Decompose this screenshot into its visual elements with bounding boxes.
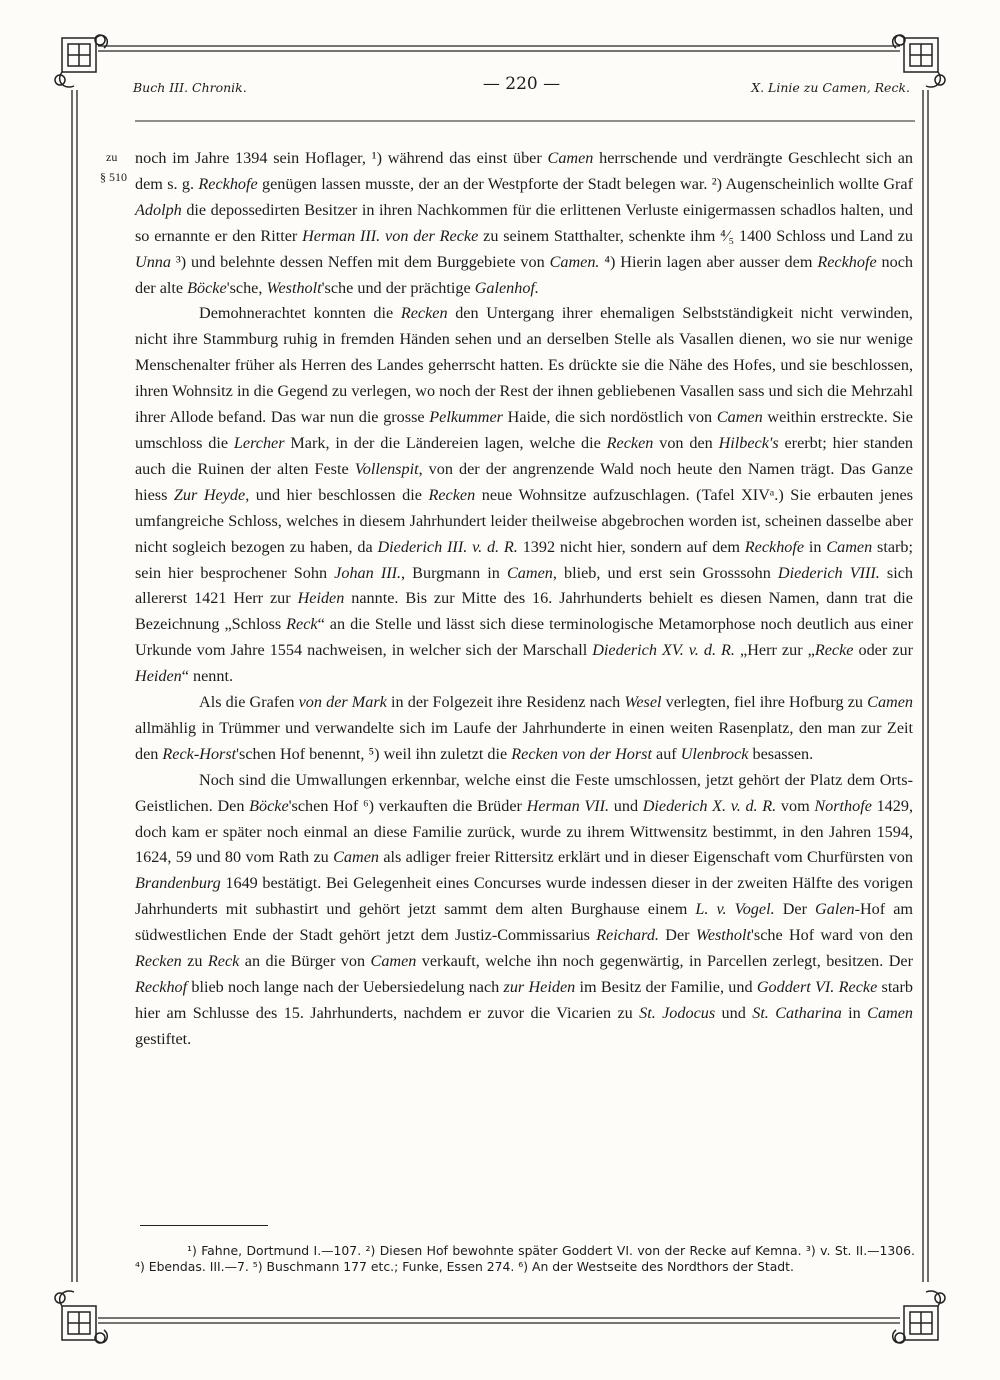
- text-run: verlegten, fiel ihre Hofburg zu: [661, 693, 868, 712]
- italic-name: Diederich VIII.: [777, 563, 880, 582]
- header-left: Buch III. Chronik.: [133, 80, 247, 95]
- italic-name: Hilbeck's: [718, 433, 779, 452]
- italic-name: Unna: [135, 252, 171, 271]
- footnotes: [135, 1243, 915, 1274]
- italic-name: Goddert VI. Recke: [756, 978, 878, 996]
- italic-name: Herman III. von der Recke: [302, 226, 479, 245]
- text-run: und: [715, 1003, 753, 1022]
- text-run: , Burgmann in: [401, 563, 507, 582]
- text-run: 'sche und der prächtige: [321, 278, 475, 297]
- italic-name: St. Catharina: [752, 1003, 842, 1022]
- italic-name: Diederich XV. v. d. R.: [592, 641, 735, 660]
- text-run: sich allererst 1421 Herr zur: [135, 563, 914, 608]
- italic-name: Lercher: [233, 433, 285, 452]
- italic-name: Recken: [606, 433, 654, 452]
- italic-name: Zur Heyde: [173, 485, 246, 504]
- text-run: Als die Grafen: [199, 693, 299, 712]
- italic-name: Westholt: [266, 278, 322, 297]
- italic-name: Adolph: [135, 200, 182, 219]
- italic-name: Galenhof.: [474, 278, 539, 297]
- text-run: ⁴) Hierin lagen aber ausser dem: [599, 252, 818, 271]
- text-run: von den: [653, 433, 719, 452]
- text-run: noch im Jahre 1394 sein Hoflager, ¹) während das einst über: [135, 149, 548, 167]
- italic-name: Northofe: [814, 796, 872, 815]
- paragraph: [135, 301, 913, 690]
- text-run: Demohnerachtet konnten die: [199, 304, 401, 323]
- italic-name: L. v. Vogel.: [695, 900, 775, 919]
- italic-name: Ulenbrock: [680, 744, 749, 763]
- text-run: noch der alte: [135, 252, 913, 297]
- italic-name: Camen: [867, 1003, 914, 1022]
- italic-name: Vollenspit: [354, 459, 419, 478]
- italic-name: Camen: [333, 848, 379, 867]
- italic-name: Reichard.: [596, 926, 659, 945]
- italic-name: Recken: [428, 485, 476, 504]
- italic-name: Recken: [135, 952, 182, 971]
- text-run: „Herr zur „: [734, 641, 815, 660]
- italic-name: Heiden: [297, 589, 345, 608]
- text-run: blieb noch lange nach der Uebersiedelung nach: [187, 978, 504, 996]
- text-run: , blieb, und erst sein Grosssohn: [552, 563, 778, 582]
- italic-name: Diederich III. v. d. R.: [377, 537, 518, 556]
- text-run: den Untergang ihrer ehemaligen Selbstständigkeit nicht verwinden, nicht ihre Stammburg ruhig in fremden Händen sehen und an derselben Stelle als Vasallen dienen, wo sie nur wenige Menschenalter früher als Herren des Landes geherrscht hatten. Es drückte sie die Nähe des Hofes, und sie beschlossen, ihren Wohnsitz in die Gegend zu verlegen, wo noch der Rest der ihnen gebliebenen Vasallen sass und sich die Mehrzahl ihrer Allode befand. Das war nun die grosse: [135, 304, 913, 427]
- text-run: als adliger freier Rittersitz erklärt und in dieser Eigenschaft vom Churfürsten von: [378, 848, 913, 867]
- footnote-text: ¹) Fahne, Dortmund I.—107. ²) Diesen Hof bewohnte später Goddert VI. von der Recke auf Kemna. ³) v. St. II.—1306. ⁴) Ebendas. III.—7. ⁵) Buschmann 177 etc.; Funke, Essen 274. ⁶) An der Westseite des Nordthors der Stadt.: [135, 1243, 915, 1274]
- text-run: verkauft, welche ihn noch gegenwärtig, in Parcellen zerlegt, besitzen. Der: [416, 952, 913, 971]
- running-header: [133, 74, 910, 98]
- text-run: Der: [774, 900, 816, 919]
- text-run: 'schen Hof ⁶) verkauften die Brüder: [288, 796, 527, 815]
- italic-name: Böcke: [187, 278, 227, 297]
- italic-name: Camen: [507, 563, 553, 582]
- italic-name: Camen: [547, 149, 594, 167]
- footnote-rule: [140, 1225, 268, 1226]
- text-run: 1429, doch kam er später noch einmal an diese Familie zurück, wurde zu ihrem Wittwensitz bestimmt, in den Jahren 1594, 1624, 59 und 80 vom Rath zu: [135, 796, 914, 867]
- margin-note-section: § 510: [100, 170, 127, 184]
- text-run: herrschende und verdrängte Geschlecht sich an dem s. g.: [135, 149, 913, 193]
- paragraph: [135, 768, 913, 1053]
- text-run: -Hof am südwestlichen Ende der Stadt gehört jetzt dem Justiz-Commissarius: [135, 900, 913, 945]
- corner-ornament-top-left: [55, 35, 107, 87]
- italic-name: Reckhofe: [744, 537, 805, 556]
- italic-name: zur Heiden: [503, 978, 576, 996]
- italic-name: Camen: [867, 693, 913, 712]
- italic-name: Reckhofe: [817, 252, 877, 271]
- italic-name: Recke: [814, 641, 854, 660]
- italic-name: Reck-Horst: [162, 744, 237, 763]
- italic-name: Recken von der Horst: [511, 744, 652, 763]
- text-run: in: [841, 1003, 868, 1022]
- header-right: X. Linie zu Camen, Reck.: [751, 80, 910, 95]
- italic-name: Galen: [815, 900, 855, 919]
- text-run: , von der der angrenzende Wald noch heute den Namen trägt. Das Ganze hiess: [135, 459, 913, 504]
- text-run: und: [609, 796, 643, 815]
- italic-name: Johan III.: [334, 563, 402, 582]
- text-run: 1649 bestätigt. Bei Gelegenheit eines Concurses wurde indessen dieser in der zweiten Hälfte des vorigen Jahrhunderts mit subhastirt und gehört jetzt sammt dem alten Burghause einem: [135, 874, 913, 919]
- italic-name: Herman VII.: [526, 796, 610, 815]
- text-run: in: [804, 537, 827, 556]
- italic-name: Camen.: [549, 252, 600, 271]
- text-run: die depossedirten Besitzer in ihren Nachkommen für die erlittenen Verluste einigermassen schadlos halten, und so ernannte er den Ritter: [135, 200, 913, 245]
- text-run: besassen.: [748, 744, 814, 763]
- text-run: in der Folgezeit ihre Residenz nach: [386, 693, 625, 712]
- main-text: [135, 146, 913, 1053]
- italic-name: Recken: [400, 304, 448, 323]
- text-run: ererbt; hier standen auch die Ruinen der alten Feste: [135, 433, 914, 478]
- italic-name: Brandenburg: [135, 874, 221, 893]
- italic-name: Reckhof: [135, 978, 188, 996]
- text-run: vom: [776, 796, 815, 815]
- italic-name: Diederich X. v. d. R.: [642, 796, 777, 815]
- italic-name: von der Mark: [298, 693, 387, 712]
- text-run: an die Bürger von: [239, 952, 371, 971]
- text-run: 1392 nicht hier, sondern auf dem: [517, 537, 745, 556]
- margin-note-zu: zu: [106, 150, 118, 164]
- text-run: starb; sein hier besprochener Sohn: [135, 537, 913, 582]
- italic-name: Böcke: [249, 796, 289, 815]
- italic-name: Westholt: [695, 926, 751, 945]
- text-run: Noch sind die Umwallungen erkennbar, welche einst die Feste umschlossen, jetzt gehört der Platz dem Orts-Geistlichen. Den: [135, 770, 913, 815]
- text-run: , und hier beschlossen die: [245, 485, 429, 504]
- italic-name: St. Jodocus: [639, 1003, 716, 1022]
- italic-name: Camen: [826, 537, 873, 556]
- text-run: im Besitz der Familie, und: [575, 978, 757, 996]
- italic-name: Pelkummer: [429, 408, 503, 427]
- text-run: “ an die Stelle und lässt sich diese terminologische Metamorphose noch deutlich aus einer Urkunde vom Jahre 1554 nachweisen, in welcher sich der Marschall: [135, 615, 913, 660]
- paragraph: [135, 146, 913, 301]
- text-run: Haide, die sich nordöstlich von: [502, 408, 717, 427]
- text-run: gestiftet.: [135, 1029, 192, 1048]
- text-run: Mark, in der die Ländereien lagen, welche die: [284, 433, 607, 452]
- text-run: “ nennt.: [181, 667, 233, 686]
- text-run: ³) und belehnte dessen Neffen mit dem Burggebiete von: [170, 252, 550, 271]
- text-run: 'sche Hof ward von den: [751, 926, 914, 945]
- italic-name: Heiden: [135, 667, 182, 686]
- text-run: 'sche,: [226, 278, 267, 297]
- text-run: Der: [658, 926, 696, 945]
- italic-name: Wesel: [624, 693, 662, 712]
- italic-name: Camen: [716, 408, 763, 427]
- text-run: neue Wohnsitze aufzuschlagen. (Tafel XIVᵃ.) Sie erbauten jenes umfangreiche Schloss, welches in diesem Jahrhundert leider theilweise abgebrochen worden ist, scheinen dasselbe aber nicht sogleich bezogen zu haben, da: [135, 485, 914, 556]
- page-number: — 220 —: [482, 74, 561, 94]
- text-run: genügen lassen musste, der an der Westpforte der Stadt belegen war. ²) Augenscheinlich wollte Graf: [257, 174, 914, 193]
- text-run: zu seinem Statthalter, schenkte ihm ⁴⁄₅ 1400 Schloss und Land zu: [478, 226, 913, 245]
- text-run: zu: [181, 952, 208, 971]
- corner-ornament-bottom-left: [55, 1291, 107, 1343]
- text-run: starb hier am Schlusse des 15. Jahrhunderts, nachdem er zuvor die Vicarien zu: [135, 978, 913, 1022]
- text-run: auf: [651, 744, 681, 763]
- text-run: weithin erstreckte. Sie umschloss die: [135, 408, 913, 452]
- text-run: oder zur: [853, 641, 913, 660]
- text-run: nannte. Bis zur Mitte des 16. Jahrhunderts behielt es diesen Namen, dann trat die Bezeichnung „Schloss: [135, 589, 913, 634]
- text-run: 'schen Hof benennt, ⁵) weil ihn zuletzt die: [236, 744, 512, 763]
- italic-name: Reck: [286, 615, 318, 634]
- corner-ornament-bottom-right: [893, 1291, 945, 1343]
- italic-name: Reck: [207, 952, 240, 971]
- text-run: allmählig in Trümmer und verwandelte sich im Laufe der Jahrhunderte in einen weiten Rasenplatz, den man zur Zeit den: [135, 718, 913, 763]
- paragraph: [135, 690, 913, 768]
- italic-name: Camen: [370, 952, 417, 971]
- italic-name: Reckhofe: [198, 174, 258, 193]
